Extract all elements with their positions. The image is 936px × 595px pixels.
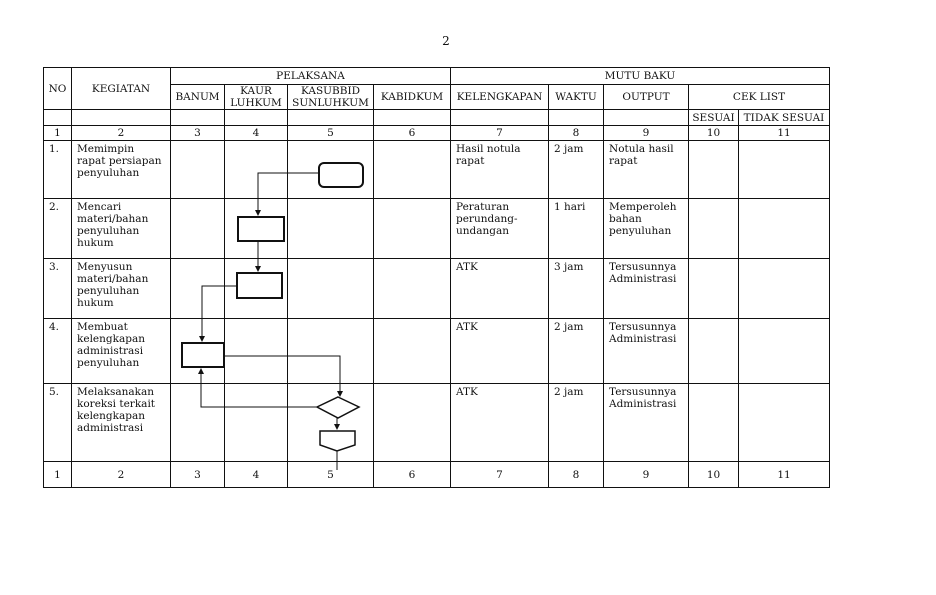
row-waktu: 1 hari (549, 199, 604, 259)
header-kaur-line1: KAUR (240, 85, 272, 97)
header-pelaksana: PELAKSANA (171, 68, 451, 85)
sop-table (43, 67, 830, 488)
header-kaur-line2: LUHKUM (230, 97, 282, 109)
header-subrow (44, 110, 830, 126)
header-output: OUTPUT (604, 85, 689, 110)
column-number: 7 (451, 126, 549, 141)
column-number: 6 (374, 462, 451, 488)
header-kaur-luhkum (225, 85, 288, 110)
column-number-row-bottom (44, 462, 830, 488)
row-output: Memperoleh bahan penyuluhan (604, 199, 689, 259)
column-number: 11 (739, 462, 830, 488)
header-banum: BANUM (171, 85, 225, 110)
column-number-row-top (44, 126, 830, 141)
row-kegiatan: Membuat kelengkapan administrasi penyuluhan (72, 319, 171, 384)
row-kelengkapan: ATK (451, 319, 549, 384)
row-output: Tersusunnya Administrasi (604, 319, 689, 384)
column-number: 4 (225, 462, 288, 488)
row-no: 5. (44, 384, 72, 462)
row-no: 3. (44, 259, 72, 319)
column-number: 10 (689, 462, 739, 488)
table-row (44, 141, 830, 199)
column-number: 4 (225, 126, 288, 141)
row-waktu: 3 jam (549, 259, 604, 319)
header-sesuai: SESUAI (689, 110, 739, 126)
header-mutu-baku: MUTU BAKU (451, 68, 830, 85)
table-row (44, 259, 830, 319)
row-kelengkapan: ATK (451, 259, 549, 319)
row-no: 4. (44, 319, 72, 384)
header-cek-list: CEK LIST (689, 85, 830, 110)
header-kelengkapan: KELENGKAPAN (451, 85, 549, 110)
column-number: 1 (44, 462, 72, 488)
row-kelengkapan: Hasil notula rapat (451, 141, 549, 199)
row-output: Notula hasil rapat (604, 141, 689, 199)
row-output: Tersusunnya Administrasi (604, 384, 689, 462)
header-kabidkum: KABIDKUM (374, 85, 451, 110)
column-number: 6 (374, 126, 451, 141)
header-no: NO (44, 68, 72, 110)
row-kelengkapan: ATK (451, 384, 549, 462)
column-number: 5 (288, 126, 374, 141)
row-output: Tersusunnya Administrasi (604, 259, 689, 319)
column-number: 7 (451, 462, 549, 488)
column-number: 5 (288, 462, 374, 488)
header-waktu: WAKTU (549, 85, 604, 110)
header-tidak-sesuai: TIDAK SESUAI (739, 110, 830, 126)
row-kegiatan: Menyusun materi/bahan penyuluhan hukum (72, 259, 171, 319)
header-kegiatan: KEGIATAN (72, 68, 171, 110)
column-number: 9 (604, 462, 689, 488)
table-row (44, 319, 830, 384)
column-number: 9 (604, 126, 689, 141)
column-number: 10 (689, 126, 739, 141)
row-waktu: 2 jam (549, 384, 604, 462)
column-number: 11 (739, 126, 830, 141)
column-number: 2 (72, 126, 171, 141)
column-number: 1 (44, 126, 72, 141)
column-number: 8 (549, 126, 604, 141)
header-kasubbid-line2: SUNLUHKUM (292, 97, 369, 109)
column-number: 3 (171, 462, 225, 488)
table-row (44, 384, 830, 462)
row-waktu: 2 jam (549, 319, 604, 384)
row-waktu: 2 jam (549, 141, 604, 199)
column-number: 3 (171, 126, 225, 141)
row-kegiatan: Melaksanakan koreksi terkait kelengkapan administrasi (72, 384, 171, 462)
row-no: 2. (44, 199, 72, 259)
row-no: 1. (44, 141, 72, 199)
row-kelengkapan: Peraturan perundang-undangan (451, 199, 549, 259)
header-kasubbid-sunluhkum (288, 85, 374, 110)
header-kasubbid-line1: KASUBBID (300, 85, 361, 97)
column-number: 2 (72, 462, 171, 488)
page-number: 2 (442, 34, 450, 48)
row-kegiatan: Mencari materi/bahan penyuluhan hukum (72, 199, 171, 259)
table-row (44, 199, 830, 259)
column-number: 8 (549, 462, 604, 488)
row-kegiatan: Memimpin rapat persiapan penyuluhan (72, 141, 171, 199)
